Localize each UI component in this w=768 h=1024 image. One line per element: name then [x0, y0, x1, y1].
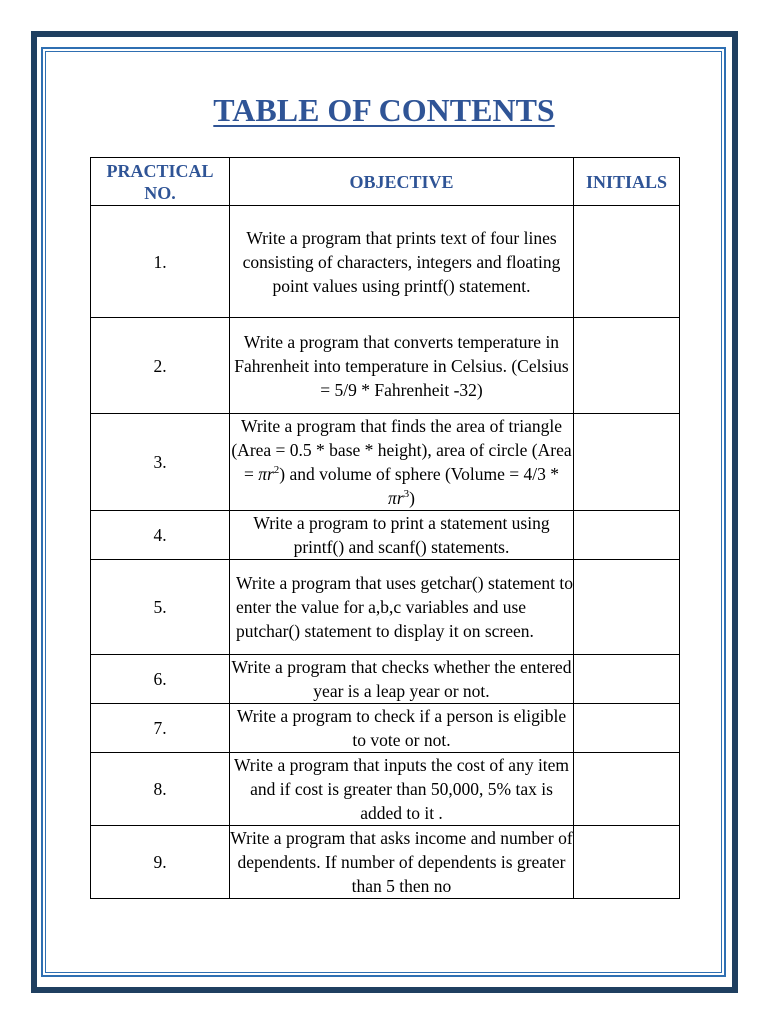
- initials-cell: [574, 826, 680, 899]
- table-row: [91, 826, 680, 899]
- objective-text: Write a program that finds the area of triangle (Area = 0.5 * base * height), area of circle (Area = $\pi r^2$) and volume of sphere (Volume = $4/3 * \pi r^3$): [230, 414, 574, 511]
- initials-cell: [574, 511, 680, 560]
- practical-number: 6.: [91, 655, 230, 704]
- contents-table: [90, 157, 680, 899]
- objective-text: Write a program that asks income and number of dependents. If number of dependents is greater than 5 then no: [230, 826, 574, 899]
- practical-number: 8.: [91, 753, 230, 826]
- page-title: TABLE OF CONTENTS: [213, 92, 555, 128]
- table-row: [91, 318, 680, 414]
- initials-cell: [574, 753, 680, 826]
- table-row: [91, 511, 680, 560]
- table-row: [91, 206, 680, 318]
- practical-number: 7.: [91, 704, 230, 753]
- objective-text: Write a program to check if a person is eligible to vote or not.: [230, 704, 574, 753]
- initials-cell: [574, 704, 680, 753]
- objective-text: Write a program that uses getchar() statement to enter the value for a,b,c variables and use putchar() statement to display it on screen.: [230, 560, 574, 655]
- table-row: [91, 704, 680, 753]
- column-header-initials: INITIALS: [574, 158, 680, 206]
- table-row: [91, 655, 680, 704]
- practical-number: 1.: [91, 206, 230, 318]
- practical-number: 4.: [91, 511, 230, 560]
- initials-cell: [574, 206, 680, 318]
- objective-text: Write a program that prints text of four lines consisting of characters, integers and floating point values using printf() statement.: [230, 206, 574, 318]
- practical-number: 5.: [91, 560, 230, 655]
- objective-text: Write a program to print a statement using printf() and scanf() statements.: [230, 511, 574, 560]
- objective-text: Write a program that inputs the cost of any item and if cost is greater than 50,000, 5% tax is added to it .: [230, 753, 574, 826]
- practical-number: 3.: [91, 414, 230, 511]
- objective-text: Write a program that converts temperature in Fahrenheit into temperature in Celsius. (Celsius = 5/9 * Fahrenheit -32): [230, 318, 574, 414]
- table-header-row: [91, 158, 680, 206]
- initials-cell: [574, 414, 680, 511]
- table-row: [91, 414, 680, 511]
- initials-cell: [574, 318, 680, 414]
- initials-cell: [574, 560, 680, 655]
- column-header-practical-no: PRACTICAL NO.: [91, 158, 230, 206]
- objective-text: Write a program that checks whether the entered year is a leap year or not.: [230, 655, 574, 704]
- table-row: [91, 560, 680, 655]
- initials-cell: [574, 655, 680, 704]
- table-row: [91, 753, 680, 826]
- practical-number: 2.: [91, 318, 230, 414]
- practical-number: 9.: [91, 826, 230, 899]
- column-header-objective: OBJECTIVE: [230, 158, 574, 206]
